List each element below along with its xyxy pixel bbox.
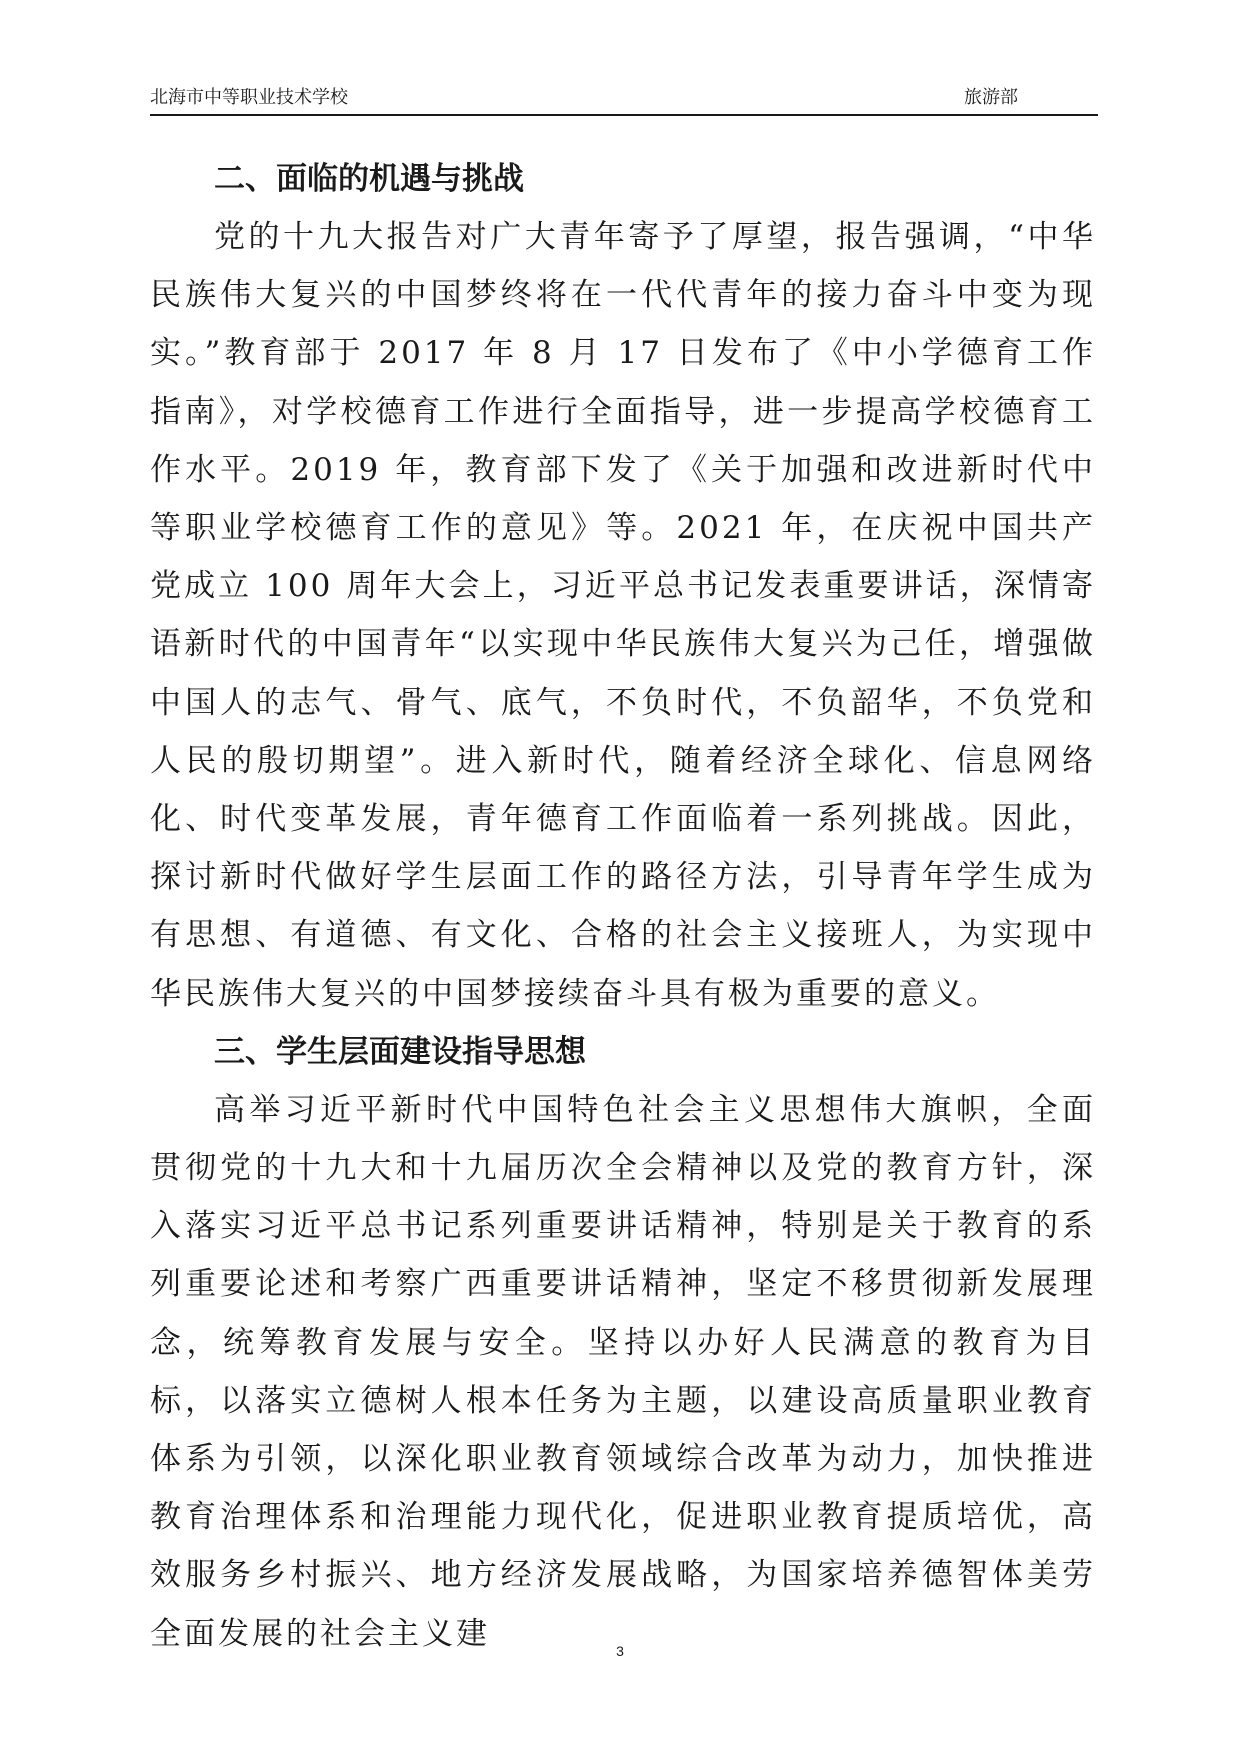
page-number: 3	[616, 1643, 624, 1659]
document-body	[150, 150, 1096, 1663]
section-heading-opportunities: 二、面临的机遇与挑战	[214, 161, 524, 197]
page-header	[150, 86, 1098, 116]
paragraph-guiding-ideology: 高举习近平新时代中国特色社会主义思想伟大旗帜，全面贯彻党的十九大和十九届历次全会精神以及党的教育方针，深入落实习近平总书记系列重要讲话精神，特别是关于教育的系列重要论述和考察广西重要讲话精神，坚定不移贯彻新发展理念，统筹教育发展与安全。坚持以办好人民满意的教育为目标，以落实立德树人根本任务为主题，以建设高质量职业教育体系为引领，以深化职业教育领域综合改革为动力，加快推进教育治理体系和治理能力现代化，促进职业教育提质培优，高效服务乡村振兴、地方经济发展战略，为国家培养德智体美劳全面发展的社会主义建	[150, 1091, 1096, 1652]
paragraph-opportunities: 党的十九大报告对广大青年寄予了厚望，报告强调，“中华民族伟大复兴的中国梦终将在一代代青年的接力奋斗中变为现实。”教育部于 2017 年 8 月 17 日发布了《中小学德育工作指南》，对学校德育工作进行全面指导，进一步提高学校德育工作水平。2019 年，教育部下发了《关于加强和改进新时代中等职业学校德育工作的意见》等。2021 年，在庆祝中国共产党成立 100 周年大会上，习近平总书记发表重要讲话，深情寄语新时代的中国青年“以实现中华民族伟大复兴为己任，增强做中国人的志气、骨气、底气，不负时代，不负韶华，不负党和人民的殷切期望”。进入新时代，随着经济全球化、信息网络化、时代变革发展，青年德育工作面临着一系列挑战。因此，探讨新时代做好学生层面工作的路径方法，引导青年学生成为有思想、有道德、有文化、合格的社会主义接班人，为实现中华民族伟大复兴的中国梦接续奋斗具有极为重要的意义。	[150, 219, 1096, 1012]
department-name: 旅游部	[964, 87, 1018, 108]
school-name: 北海市中等职业技术学校	[150, 87, 348, 108]
section-heading-guiding-ideology: 三、学生层面建设指导思想	[214, 1033, 586, 1070]
